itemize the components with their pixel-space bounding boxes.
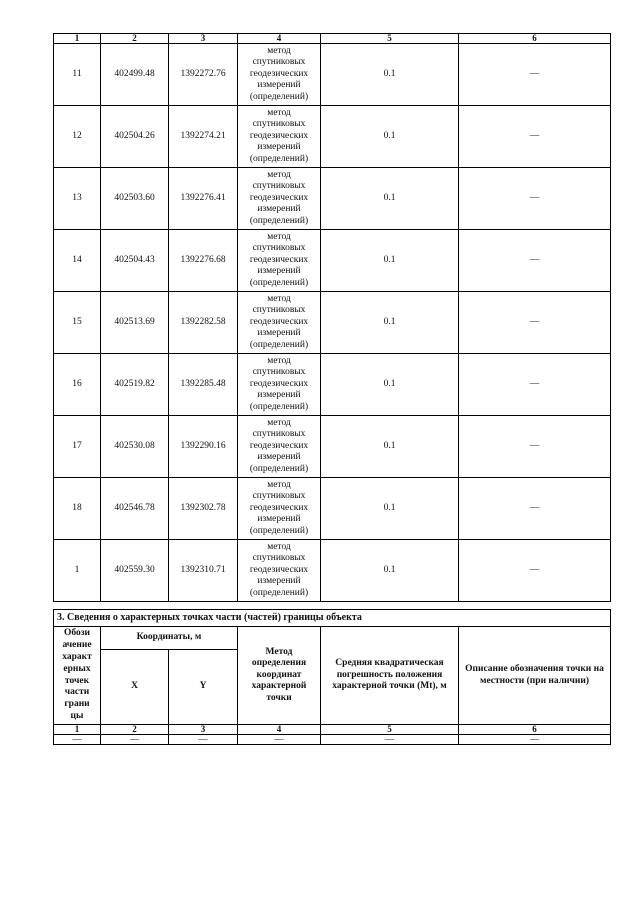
col-number-3: 3 [169,34,238,44]
description-cell: — [459,354,611,416]
header-x: X [101,650,169,725]
method-cell: метод спутниковых геодезических измерений (определений) [238,540,321,602]
description-cell: — [459,106,611,168]
method-cell: метод спутниковых геодезических измерений (определений) [238,478,321,540]
point-number: 13 [54,168,101,230]
header-method: Метод определения координат характерной точки [238,627,321,725]
coord-x: 402513.69 [101,292,169,354]
table-row [54,540,611,602]
coord-y: 1392272.76 [169,44,238,106]
method-cell: метод спутниковых геодезических измерений (определений) [238,44,321,106]
coord-y: 1392302.78 [169,478,238,540]
coord-x: 402499.48 [101,44,169,106]
method-cell: метод спутниковых геодезических измерений (определений) [238,354,321,416]
coord-x: 402546.78 [101,478,169,540]
point-number: 14 [54,230,101,292]
point-number: 17 [54,416,101,478]
point-number: 1 [54,540,101,602]
description-cell: — [459,44,611,106]
description-cell: — [459,540,611,602]
empty-cell: — [459,735,611,745]
point-number: 18 [54,478,101,540]
error-cell: 0.1 [321,478,459,540]
header-y: Y [169,650,238,725]
col-number-3: 3 [169,725,238,735]
section3-table [53,609,611,745]
coord-x: 402559.30 [101,540,169,602]
col-number-2: 2 [101,725,169,735]
col-number-4: 4 [238,725,321,735]
error-cell: 0.1 [321,106,459,168]
error-cell: 0.1 [321,44,459,106]
table-row [54,735,611,745]
col-number-5: 5 [321,725,459,735]
coord-y: 1392285.48 [169,354,238,416]
header-description: Описание обозначения точки на местности (при наличии) [459,627,611,725]
description-cell: — [459,230,611,292]
empty-cell: — [101,735,169,745]
coord-y: 1392310.71 [169,540,238,602]
empty-cell: — [54,735,101,745]
coord-x: 402530.08 [101,416,169,478]
col-number-5: 5 [321,34,459,44]
header-coordinates: Координаты, м [101,627,238,650]
description-cell: — [459,416,611,478]
table-row [54,44,611,106]
coord-y: 1392274.21 [169,106,238,168]
section-title: 3. Сведения о характерных точках части (частей) границы объекта [54,610,611,627]
method-cell: метод спутниковых геодезических измерений (определений) [238,106,321,168]
table-row [54,106,611,168]
col-number-2: 2 [101,34,169,44]
error-cell: 0.1 [321,168,459,230]
table-row [54,230,611,292]
coord-x: 402504.26 [101,106,169,168]
error-cell: 0.1 [321,416,459,478]
empty-cell: — [169,735,238,745]
method-cell: метод спутниковых геодезических измерений (определений) [238,168,321,230]
method-cell: метод спутниковых геодезических измерений (определений) [238,416,321,478]
description-cell: — [459,168,611,230]
col-number-1: 1 [54,725,101,735]
method-cell: метод спутниковых геодезических измерений (определений) [238,292,321,354]
column-number-row [54,34,611,44]
table-row [54,168,611,230]
coord-x: 402519.82 [101,354,169,416]
error-cell: 0.1 [321,292,459,354]
coord-y: 1392282.58 [169,292,238,354]
table-row [54,478,611,540]
table-row [54,416,611,478]
point-number: 16 [54,354,101,416]
coord-x: 402503.60 [101,168,169,230]
column-number-row [54,725,611,735]
point-number: 11 [54,44,101,106]
header-row [54,627,611,650]
error-cell: 0.1 [321,354,459,416]
points-table [53,33,611,602]
table-row [54,354,611,416]
empty-cell: — [321,735,459,745]
description-cell: — [459,478,611,540]
error-cell: 0.1 [321,230,459,292]
error-cell: 0.1 [321,540,459,602]
point-number: 12 [54,106,101,168]
point-number: 15 [54,292,101,354]
empty-cell: — [238,735,321,745]
coord-y: 1392290.16 [169,416,238,478]
table-row [54,292,611,354]
col-number-1: 1 [54,34,101,44]
col-number-6: 6 [459,34,611,44]
header-point-designation: Обози ачение характ ерных точек части грани цы [54,627,101,725]
description-cell: — [459,292,611,354]
coord-y: 1392276.41 [169,168,238,230]
coord-x: 402504.43 [101,230,169,292]
col-number-4: 4 [238,34,321,44]
method-cell: метод спутниковых геодезических измерений (определений) [238,230,321,292]
coord-y: 1392276.68 [169,230,238,292]
col-number-6: 6 [459,725,611,735]
header-error: Средняя квадратическая погрешность положения характерной точки (Mt), м [321,627,459,725]
